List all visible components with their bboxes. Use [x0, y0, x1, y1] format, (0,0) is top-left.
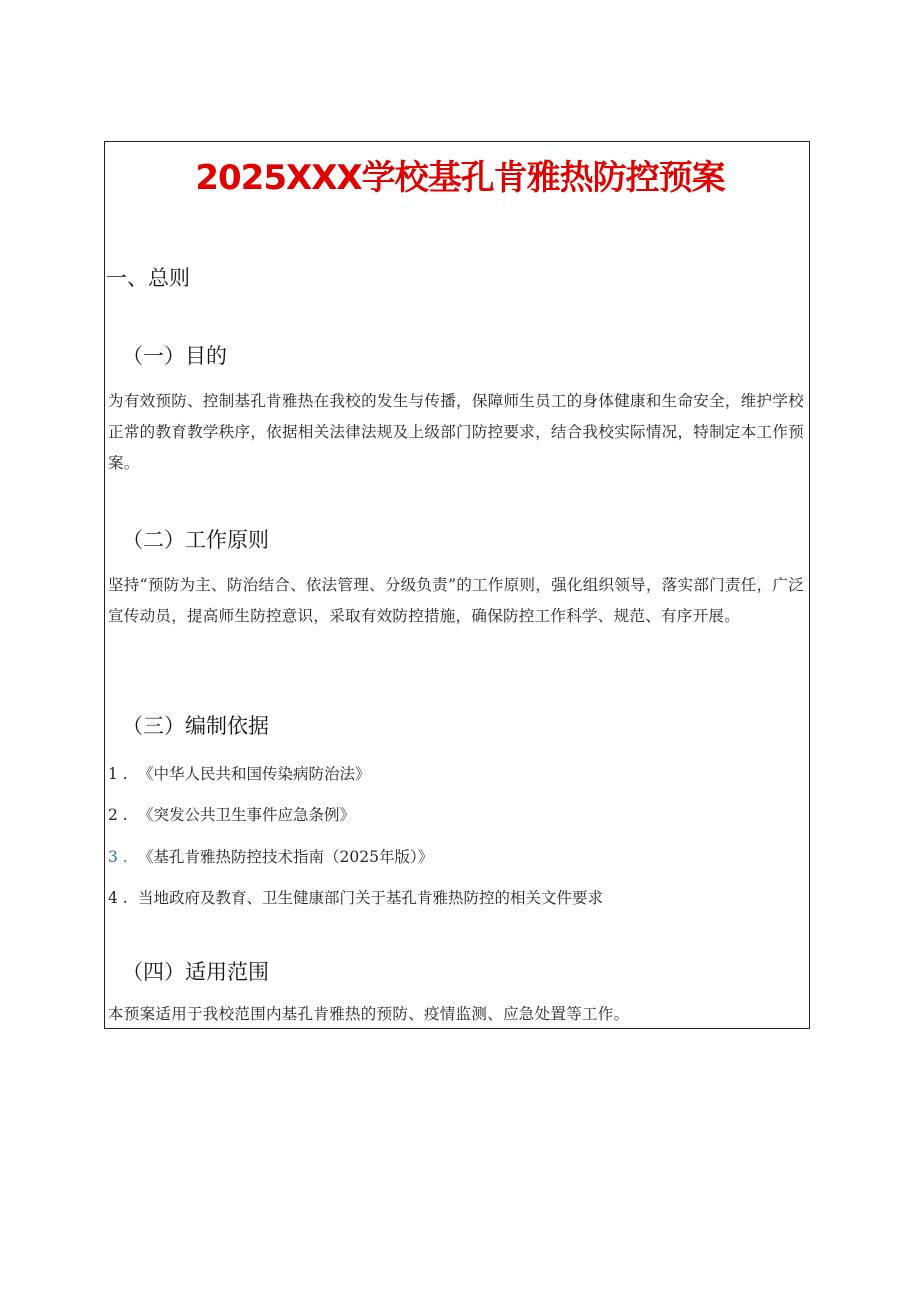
- subsection-heading-basis: （三）编制依据: [122, 714, 269, 738]
- list-item-number: 2 .: [108, 806, 128, 824]
- subsection-heading-principles: （二）工作原则: [122, 528, 269, 552]
- purpose-paragraph: 为有效预防、控制基孔肯雅热在我校的发生与传播，保障师生员工的身体健康和生命安全，维护学校正常的教育教学秩序，依据相关法律法规及上级部门防控要求，结合我校实际情况，特制定本工作预案。: [108, 392, 804, 472]
- list-item-text: 当地政府及教育、卫生健康部门关于基孔肯雅热防控的相关文件要求: [138, 889, 604, 907]
- list-item: [108, 762, 371, 784]
- list-item-number: 1 .: [108, 765, 128, 783]
- list-item: [108, 845, 433, 867]
- subsection-heading-purpose: （一）目的: [122, 344, 227, 368]
- document-title: 2025XXX学校基孔肯雅热防控预案: [195, 158, 725, 198]
- list-item-text: 《基孔肯雅热防控技术指南（2025年版）》: [138, 848, 434, 866]
- list-item: [108, 803, 355, 825]
- subsection-heading-scope: （四）适用范围: [122, 960, 269, 984]
- section-heading-general: 一、总则: [106, 266, 190, 290]
- principles-paragraph: 坚持“预防为主、防治结合、依法管理、分级负责”的工作原则，强化组织领导，落实部门责任，广泛宣传动员，提高师生防控意识，采取有效防控措施，确保防控工作科学、规范、有序开展。: [108, 576, 804, 625]
- list-item-text: 《突发公共卫生事件应急条例》: [138, 806, 356, 824]
- list-item-number: 4 .: [108, 889, 128, 907]
- scope-paragraph: 本预案适用于我校范围内基孔肯雅热的预防、疫情监测、应急处置等工作。: [108, 1005, 630, 1023]
- list-item: [108, 886, 603, 908]
- list-item-text: 《中华人民共和国传染病防治法》: [138, 765, 371, 783]
- list-item-number: 3 .: [108, 848, 128, 866]
